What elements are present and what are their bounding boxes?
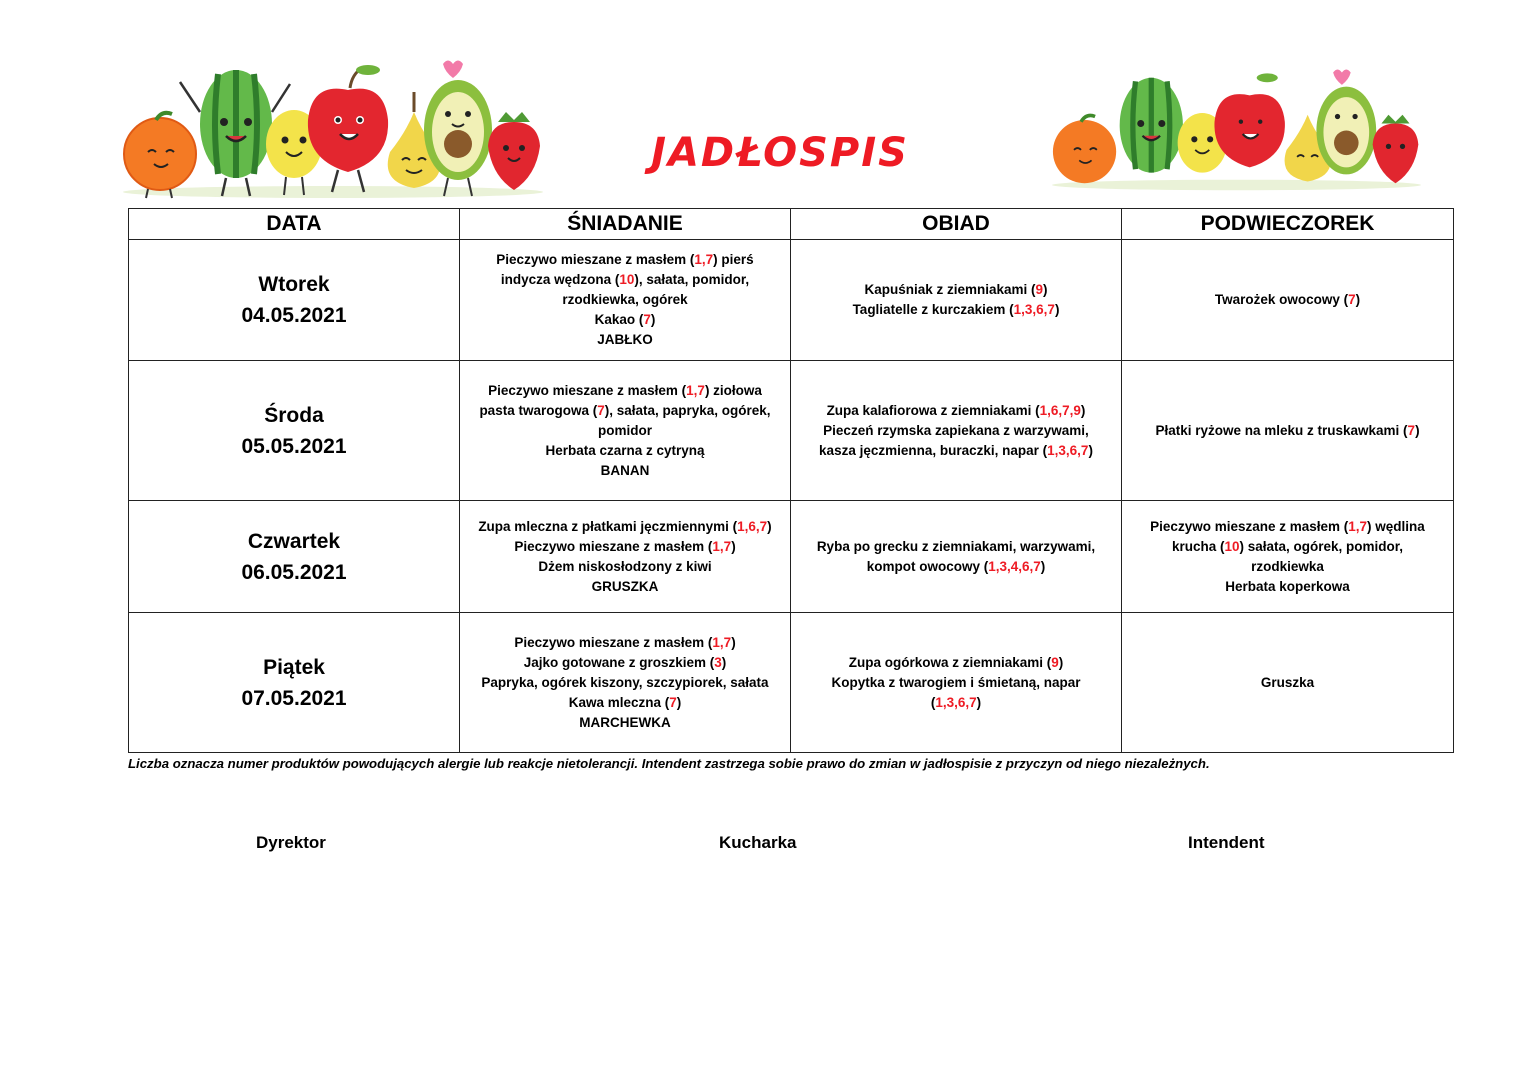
menu-line — [468, 713, 782, 733]
signature-director: Dyrektor — [256, 833, 326, 852]
menu-text: ) — [731, 538, 736, 554]
menu-text: Pieczywo mieszane z masłem ( — [514, 634, 713, 650]
allergen-numbers: 7 — [1348, 292, 1356, 307]
menu-text: ) — [1043, 282, 1048, 297]
menu-text: Papryka, ogórek kiszony, szczypiorek, sałata — [481, 674, 769, 690]
snack-cell — [1122, 613, 1454, 753]
menu-line — [1130, 577, 1445, 597]
menu-line — [799, 421, 1113, 441]
fruit-characters-left-illustration — [118, 52, 548, 200]
breakfast-cell — [460, 240, 791, 361]
menu-text: pasta twarogowa ( — [479, 402, 598, 418]
lunch-cell — [791, 613, 1122, 753]
menu-line — [468, 557, 782, 577]
header-lunch: OBIAD — [791, 209, 1122, 240]
menu-line — [468, 270, 782, 290]
menu-text: Herbata koperkowa — [1225, 578, 1350, 594]
header-date: DATA — [129, 209, 460, 240]
menu-line — [468, 421, 782, 441]
menu-text: indycza wędzona ( — [500, 272, 620, 287]
menu-text: ) — [1080, 402, 1086, 418]
menu-text: Kopytka z twarogiem i śmietaną, napar — [831, 674, 1081, 690]
date-value: 05.05.2021 — [241, 434, 347, 458]
menu-line — [799, 653, 1113, 673]
menu-line — [468, 461, 782, 481]
menu-line — [468, 537, 782, 557]
header-breakfast: ŚNIADANIE — [460, 209, 791, 240]
breakfast-cell — [460, 361, 791, 501]
menu-line — [799, 441, 1113, 461]
menu-text: ) — [676, 694, 682, 710]
snack-cell — [1122, 501, 1454, 613]
menu-text: ) — [1058, 654, 1064, 670]
menu-text: MARCHEWKA — [579, 714, 671, 730]
menu-line — [799, 300, 1113, 320]
menu-text: Dżem niskosłodzony z kiwi — [538, 558, 712, 574]
menu-text: Kakao ( — [594, 312, 644, 327]
allergen-numbers: 1,3,6,7 — [935, 694, 977, 710]
signature-intendant: Intendent — [1188, 833, 1265, 852]
menu-text: ), sałata, papryka, ogórek, — [604, 402, 771, 418]
menu-line — [468, 381, 782, 401]
menu-text: Pieczywo mieszane z masłem ( — [496, 252, 695, 267]
menu-line — [1130, 421, 1445, 441]
allergen-numbers: 9 — [1051, 654, 1059, 670]
menu-text: ) — [1355, 292, 1361, 307]
allergen-numbers: 10 — [619, 272, 635, 287]
date-value: 07.05.2021 — [241, 686, 347, 710]
menu-text: Pieczywo mieszane z masłem ( — [1150, 518, 1349, 534]
menu-text: Pieczywo mieszane z masłem ( — [488, 382, 687, 398]
table-row — [129, 240, 1454, 361]
menu-text: Kawa mleczna ( — [568, 694, 670, 710]
date-value: 04.05.2021 — [241, 304, 347, 327]
menu-line — [799, 537, 1113, 557]
day-date-cell — [129, 240, 460, 361]
menu-line — [468, 250, 782, 270]
menu-line — [799, 673, 1113, 693]
snack-cell — [1122, 361, 1454, 501]
breakfast-cell — [460, 501, 791, 613]
menu-text: ) — [650, 312, 656, 327]
menu-text: Kapuśniak z ziemniakami ( — [864, 282, 1036, 297]
menu-text: pomidor — [598, 422, 652, 438]
menu-line — [468, 673, 782, 693]
menu-line — [468, 577, 782, 597]
table-header-row — [129, 209, 1454, 240]
menu-text: krucha ( — [1171, 538, 1225, 554]
menu-text: ) — [1040, 558, 1046, 574]
menu-text: ( — [930, 694, 936, 710]
lunch-cell — [791, 240, 1122, 361]
menu-text: BANAN — [600, 462, 650, 478]
table-row — [129, 361, 1454, 501]
allergen-numbers: 7 — [643, 312, 651, 327]
menu-table — [128, 208, 1454, 753]
menu-line — [468, 693, 782, 713]
day-name: Piątek — [263, 655, 325, 679]
menu-line — [468, 633, 782, 653]
menu-line — [468, 653, 782, 673]
allergen-note: Liczba oznacza numer produktów powodujących alergie lub reakcje nietolerancji. Intendent zastrzega sobie prawo do zmian w jadłospisie z przyczyn od niego niezależnych. — [128, 756, 1210, 771]
menu-text: Płatki ryżowe na mleku z truskawkami ( — [1155, 422, 1408, 438]
header-snack: PODWIECZOREK — [1122, 209, 1454, 240]
allergen-numbers: 1,6,7,9 — [1039, 402, 1081, 418]
allergen-numbers: 1,7 — [712, 538, 732, 554]
menu-text: ) — [1415, 422, 1420, 438]
menu-text: Tagliatelle z kurczakiem ( — [852, 302, 1014, 317]
menu-text: GRUSZKA — [591, 578, 659, 594]
menu-line — [468, 330, 782, 350]
menu-text: ) — [731, 634, 736, 650]
day-date-cell — [129, 613, 460, 753]
allergen-numbers: 1,3,4,6,7 — [988, 558, 1041, 574]
menu-text: Herbata czarna z cytryną — [545, 442, 705, 458]
day-date-cell — [129, 361, 460, 501]
lunch-cell — [791, 361, 1122, 501]
allergen-numbers: 1,7 — [1348, 518, 1368, 534]
strawberry-character — [488, 112, 540, 190]
menu-text: ) — [1054, 302, 1060, 317]
menu-text: Twarożek owocowy ( — [1214, 292, 1349, 307]
menu-text: kompot owocowy ( — [866, 558, 989, 574]
allergen-numbers: 7 — [669, 694, 677, 710]
menu-text: ) — [1088, 442, 1093, 458]
menu-text: Gruszka — [1260, 674, 1315, 690]
menu-text: Pieczeń rzymska zapiekana z warzywami, — [823, 422, 1089, 438]
menu-text: Jajko gotowane z groszkiem ( — [523, 654, 715, 670]
menu-text: Ryba po grecku z ziemniakami, warzywami, — [816, 538, 1096, 554]
menu-line — [468, 441, 782, 461]
snack-cell — [1122, 240, 1454, 361]
menu-line — [468, 401, 782, 421]
lunch-cell — [791, 501, 1122, 613]
menu-text: rzodkiewka — [1251, 558, 1324, 574]
day-name: Środa — [264, 403, 324, 427]
menu-text: ) — [721, 654, 727, 670]
allergen-numbers: 7 — [1407, 422, 1416, 438]
day-name: Wtorek — [258, 273, 330, 296]
allergen-numbers: 10 — [1224, 538, 1240, 554]
menu-text: Zupa kalafiorowa z ziemniakami ( — [826, 402, 1040, 418]
allergen-numbers: 1,3,6,7 — [1047, 442, 1089, 458]
allergen-numbers: 7 — [597, 402, 605, 418]
table-row — [129, 501, 1454, 613]
menu-line — [468, 517, 782, 537]
day-date-cell — [129, 501, 460, 613]
menu-text: ) ziołowa — [704, 382, 762, 398]
allergen-numbers: 1,6,7 — [737, 518, 768, 534]
menu-text: ) wędlina — [1367, 518, 1425, 534]
menu-line — [468, 290, 782, 310]
menu-line — [1130, 517, 1445, 537]
fruit-characters-right-illustration — [1044, 62, 1429, 192]
apple-character — [308, 65, 388, 192]
menu-text: ) — [976, 694, 982, 710]
menu-text: Pieczywo mieszane z masłem ( — [514, 538, 713, 554]
allergen-numbers: 1,7 — [712, 634, 732, 650]
allergen-numbers: 1,7 — [686, 382, 705, 398]
allergen-numbers: 9 — [1035, 282, 1044, 297]
menu-line — [1130, 673, 1445, 693]
menu-text: ) — [767, 518, 772, 534]
menu-text: ) sałata, ogórek, pomidor, — [1239, 538, 1404, 554]
menu-text: rzodkiewka, ogórek — [562, 292, 688, 307]
menu-line — [468, 310, 782, 330]
allergen-numbers: 1,3,6,7 — [1013, 302, 1055, 317]
menu-text: ) pierś — [713, 252, 754, 267]
menu-line — [799, 557, 1113, 577]
menu-line — [1130, 290, 1445, 310]
signature-cook: Kucharka — [719, 833, 797, 852]
menu-line — [799, 693, 1113, 713]
date-value: 06.05.2021 — [241, 560, 347, 584]
table-row — [129, 613, 1454, 753]
breakfast-cell — [460, 613, 791, 753]
menu-text: ), sałata, pomidor, — [634, 272, 750, 287]
menu-line — [799, 280, 1113, 300]
menu-line — [1130, 557, 1445, 577]
orange-character — [124, 113, 196, 198]
allergen-numbers: 3 — [714, 654, 722, 670]
menu-text: JABŁKO — [597, 332, 653, 347]
menu-text: Zupa ogórkowa z ziemniakami ( — [848, 654, 1052, 670]
menu-text: kasza jęczmienna, buraczki, napar ( — [819, 442, 1048, 458]
day-name: Czwartek — [247, 529, 341, 553]
menu-line — [799, 401, 1113, 421]
allergen-numbers: 1,7 — [694, 252, 714, 267]
menu-text: Zupa mleczna z płatkami jęczmiennymi ( — [478, 518, 738, 534]
menu-line — [1130, 537, 1445, 557]
page-title: JADŁOSPIS — [651, 130, 909, 176]
